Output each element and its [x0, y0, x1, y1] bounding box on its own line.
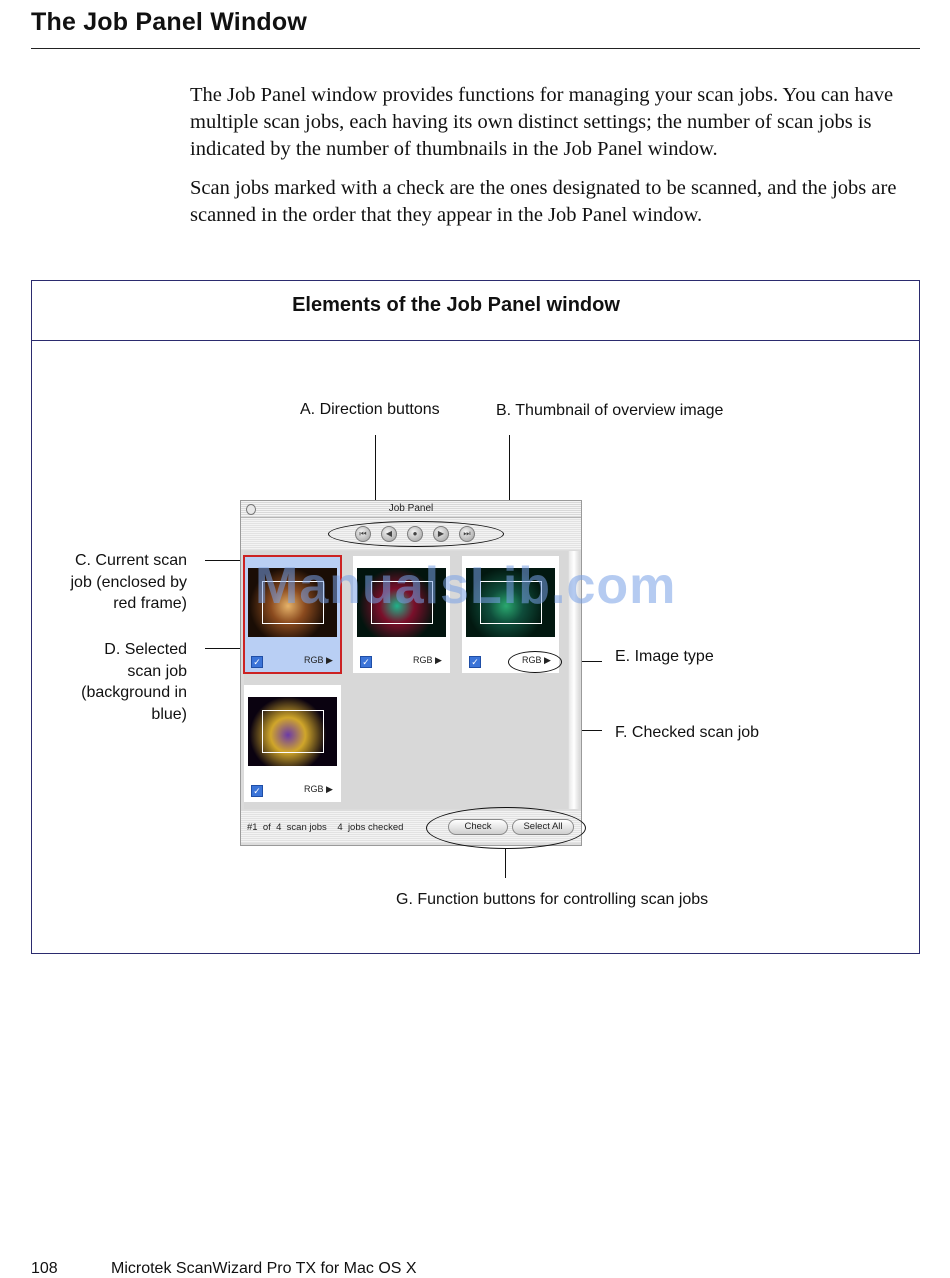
- intro-paragraph-1: The Job Panel window provides functions for managing your scan jobs. You can have multiple scan jobs, each having its own distinct settings; the number of scan jobs is indicated by the number of thumbnails in the Job Panel window.: [190, 84, 894, 160]
- callout-selected-job-line-2: scan job: [127, 662, 187, 680]
- image-type-menu[interactable]: [304, 784, 333, 795]
- triangle-right-icon: ▶: [435, 655, 442, 665]
- callout-selected-job-line-3: (background in: [81, 684, 187, 701]
- current-job-number: #1: [247, 822, 258, 833]
- job-thumbnail[interactable]: [248, 697, 337, 766]
- scan-jobs-label: scan jobs: [286, 822, 327, 833]
- callout-selected-job-line-4: blue): [151, 705, 187, 723]
- leader-line-c: [205, 560, 245, 561]
- callout-current-job-line-1: C. Current scan: [74, 552, 187, 569]
- page-number: 108: [31, 1260, 58, 1277]
- job-card[interactable]: [244, 685, 341, 802]
- job-checkbox[interactable]: ✓: [360, 656, 372, 668]
- callout-image-type: E. Image type: [615, 648, 714, 665]
- skip-forward-icon: ⏭: [463, 529, 471, 538]
- callout-current-job: [40, 550, 187, 615]
- job-checkbox[interactable]: ✓: [251, 656, 263, 668]
- job-checkbox[interactable]: ✓: [469, 656, 481, 668]
- direction-buttons-highlight: [328, 521, 504, 547]
- of-label: of: [262, 822, 271, 833]
- triangle-right-icon: ▶: [326, 784, 333, 794]
- image-type-highlight: [508, 651, 562, 673]
- footer-title: Microtek ScanWizard Pro TX for Mac OS X: [111, 1260, 417, 1277]
- title-divider: [31, 48, 920, 49]
- image-type-label: RGB: [413, 655, 433, 665]
- callout-current-job-line-3: red frame): [113, 595, 187, 612]
- callout-checked-job: F. Checked scan job: [615, 724, 760, 741]
- callout-function-buttons: G. Function buttons for controlling scan jobs: [396, 891, 709, 908]
- job-checkbox[interactable]: ✓: [251, 785, 263, 797]
- leader-line-d: [205, 648, 245, 649]
- job-panel-window: [240, 500, 582, 846]
- status-text: [247, 822, 403, 833]
- callout-direction-buttons: A. Direction buttons: [300, 401, 440, 418]
- dot-icon: ●: [412, 529, 418, 538]
- arrow-right-icon: ▶: [437, 529, 445, 538]
- scan-frame: [262, 710, 324, 753]
- jobs-checked-label: jobs checked: [347, 822, 404, 833]
- function-buttons-highlight: [426, 807, 586, 849]
- select-all-button[interactable]: Select All: [512, 819, 574, 835]
- leader-line-g: [505, 848, 506, 878]
- total-jobs: 4: [276, 822, 282, 833]
- checked-count: 4: [337, 822, 343, 833]
- image-type-menu[interactable]: [304, 655, 333, 666]
- callout-thumbnail: B. Thumbnail of overview image: [496, 402, 724, 419]
- window-title: Job Panel: [388, 503, 434, 514]
- image-type-label: RGB: [304, 784, 324, 794]
- image-type-menu[interactable]: [413, 655, 442, 666]
- figure-title-divider: [31, 340, 920, 341]
- figure-title: Elements of the Job Panel window: [292, 294, 620, 316]
- image-type-label: RGB: [304, 655, 324, 665]
- callout-selected-job-line-1: D. Selected: [104, 641, 187, 658]
- callout-selected-job: [40, 639, 187, 725]
- skip-back-icon: ⏮: [359, 529, 367, 538]
- arrow-left-icon: ◀: [385, 529, 393, 538]
- callout-current-job-line-2: job (enclosed by: [70, 573, 187, 591]
- page-title: The Job Panel Window: [31, 8, 308, 36]
- image-type-label: RGB: [522, 655, 542, 665]
- triangle-right-icon: ▶: [544, 655, 551, 665]
- triangle-right-icon: ▶: [326, 655, 333, 665]
- intro-paragraph-2: Scan jobs marked with a check are the ones designated to be scanned, and the jobs are scanned in the order that they appear in the Job Panel window.: [190, 177, 897, 226]
- check-button[interactable]: Check: [448, 819, 508, 835]
- window-titlebar: [241, 501, 581, 518]
- watermark: ManualsLib.com: [255, 557, 677, 615]
